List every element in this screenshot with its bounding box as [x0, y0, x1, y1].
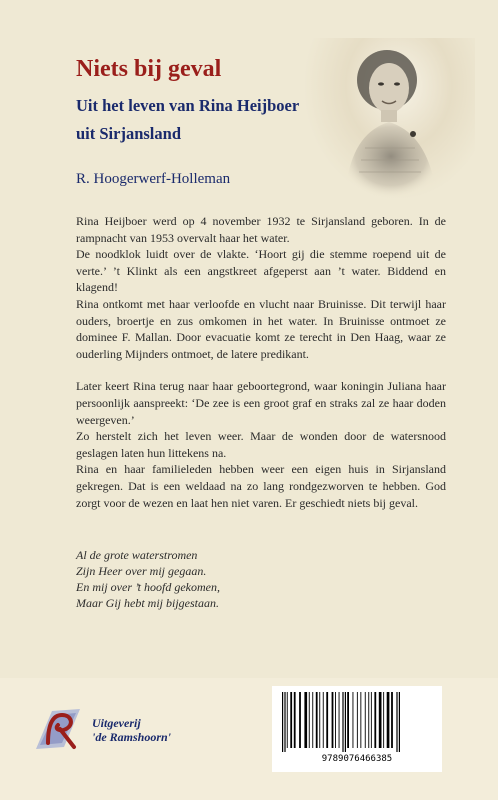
barcode-bar: [387, 692, 390, 748]
publisher-line1: Uitgeverij: [92, 716, 141, 730]
barcode-bar: [391, 692, 393, 748]
barcode-bar: [335, 692, 336, 748]
blurb-text: [76, 213, 446, 511]
barcode-bar: [383, 692, 384, 748]
barcode-bar: [360, 692, 361, 748]
blurb-paragraph: De noodklok luidt over de vlakte. ‘Hoort gij die stemme roepend uit de verte.’ ’t Klinkt als een angstkreet afgeperst aan ’t water. Biddend en klagend!: [76, 247, 446, 295]
barcode-bar: [287, 692, 288, 748]
book-subtitle-line2: uit Sirjansland: [76, 124, 181, 143]
barcode-bar: [365, 692, 366, 748]
blurb-paragraph: Rina en haar familieleden hebben weer een eigen huis in Sirjansland gekregen. Dat is een weldaad na zo lang rondgezworven te hebben. God zorgt voor de wezen en laat hen niet varen. Er geschiedt niets bij geval.: [76, 462, 446, 510]
barcode-bar: [282, 692, 283, 752]
publisher-line2: 'de Ramshoorn': [92, 730, 172, 744]
portrait-photo: [305, 38, 475, 198]
barcode-bar: [347, 692, 349, 748]
barcode-bars: [280, 692, 434, 752]
barcode-bar: [345, 692, 346, 752]
barcode-bar: [290, 692, 292, 748]
barcode-bar: [294, 692, 296, 748]
barcode-bar: [368, 692, 369, 748]
barcode-bar: [374, 692, 376, 748]
barcode-bar: [284, 692, 285, 752]
barcode-bar: [353, 692, 354, 748]
barcode-bar: [342, 692, 343, 752]
paragraph-spacer: [76, 362, 446, 378]
barcode-bar: [326, 692, 328, 748]
barcode-bar: [396, 692, 397, 752]
poem-line: En mij over ’t hoofd gekomen,: [76, 580, 220, 594]
barcode-bar: [323, 692, 324, 748]
poem-line: Maar Gij hebt mij bijgestaan.: [76, 596, 219, 610]
isbn-number: 9789076466385: [321, 754, 393, 764]
blurb-paragraph: Zo herstelt zich het leven weer. Maar de wonden door de watersnood geslagen laten hun littekens na.: [76, 429, 446, 460]
barcode-bar: [312, 692, 313, 748]
blurb-paragraph: Rina ontkomt met haar verloofde en vlucht naar Bruinisse. Dit terwijl haar ouders, broertje en zus omkomen in het water. In Bruinisse ontmoet ze dominee F. Mallan. Door evacuatie komt ze terecht in Den Haag, waar ze ouderling Mijnders ontmoet, de latere predikant.: [76, 296, 446, 361]
barcode-bar: [399, 692, 400, 752]
barcode: [272, 686, 442, 772]
book-subtitle-line1: Uit het leven van Rina Heijboer: [76, 96, 300, 115]
barcode-bar: [319, 692, 320, 748]
blurb-paragraph: Rina Heijboer werd op 4 november 1932 te Sirjansland geboren. In de rampnacht van 1953 overvalt haar het water.: [76, 214, 446, 245]
blurb-paragraph: Later keert Rina terug naar haar geboortegrond, waar koningin Juliana haar persoonlijk aanspreekt: ‘De zee is een groot graf en straks zal ze haar doden weergeven.’: [76, 379, 446, 427]
barcode-bar: [339, 692, 340, 748]
barcode-bar: [371, 692, 372, 748]
book-title: Niets bij geval: [76, 56, 222, 82]
barcode-bar: [299, 692, 301, 748]
barcode-bar: [357, 692, 358, 748]
publisher-name: [92, 716, 171, 744]
poem-verse: [76, 547, 376, 611]
barcode-bar: [316, 692, 318, 748]
barcode-bar: [379, 692, 382, 748]
ramshoorn-logo-icon: [30, 705, 86, 753]
author-name: R. Hoogerwerf-Holleman: [76, 171, 231, 187]
poem-line: Al de grote waterstromen: [76, 548, 198, 562]
barcode-bar: [309, 692, 310, 748]
barcode-bar: [332, 692, 334, 748]
barcode-bar: [304, 692, 307, 748]
poem-line: Zijn Heer over mij gegaan.: [76, 564, 207, 578]
